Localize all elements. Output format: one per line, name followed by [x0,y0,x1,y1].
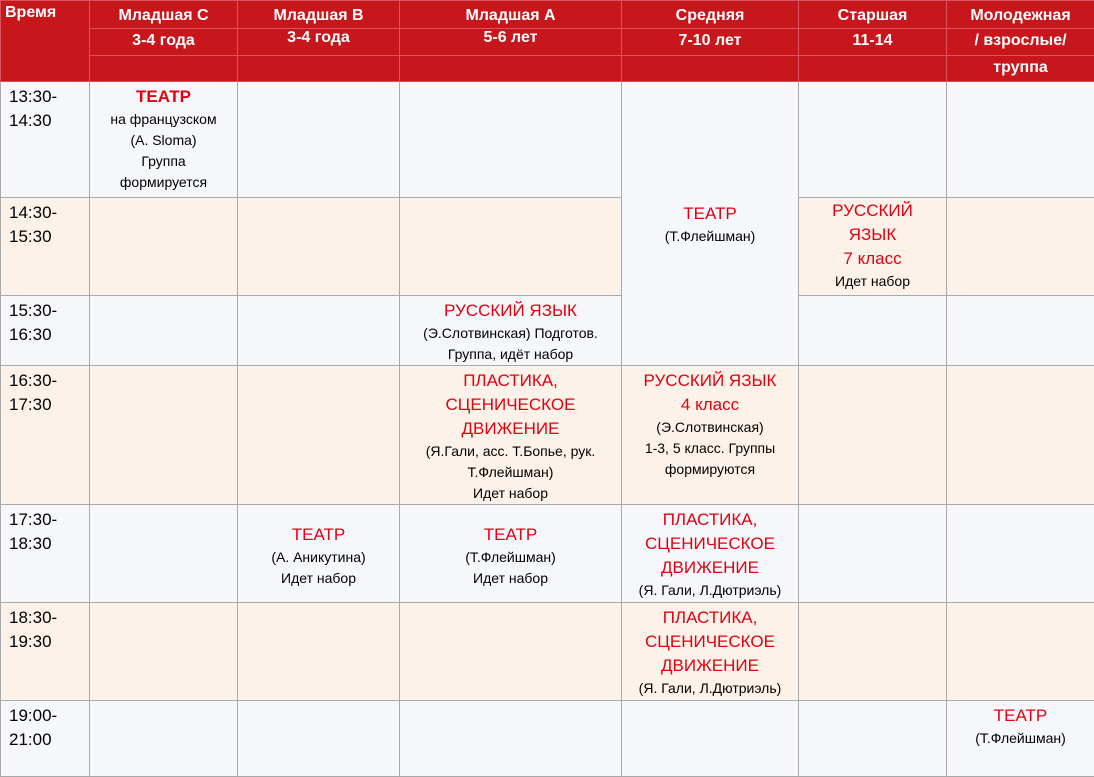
row-1430 [1,198,1094,296]
header-time: Время [1,1,90,82]
empty-cell [238,198,400,296]
time-cell: 13:30- 14:30 [1,82,90,198]
empty-cell [90,603,238,701]
class-plastic-middle-2: ПЛАСТИКА, СЦЕНИЧЕСКОЕ ДВИЖЕНИЕ (Я. Гали, Л.Дютриэль) [622,603,799,701]
time-cell: 16:30- 17:30 [1,366,90,505]
empty-cell [90,505,238,603]
empty-cell [90,296,238,366]
class-theatre-french: ТЕАТР на французском (A. Sloma) Группа формируется [90,82,238,198]
activity-title: ПЛАСТИКА, [400,369,621,393]
empty-cell [799,505,947,603]
empty-cell [799,701,947,777]
class-russian-4: РУССКИЙ ЯЗЫК 4 класс (Э.Слотвинская) 1-3, 5 класс. Группы формируются [622,366,799,505]
class-theatre-junior-b: ТЕАТР (А. Аникутина) Идет набор [238,505,400,603]
row-1630 [1,366,1094,505]
header-middle: Средняя 7-10 лет [622,1,799,82]
empty-cell [799,603,947,701]
empty-cell [238,603,400,701]
time-cell: 17:30- 18:30 [1,505,90,603]
class-plastic-middle-1: ПЛАСТИКА, СЦЕНИЧЕСКОЕ ДВИЖЕНИЕ (Я. Гали, Л.Дютриэль) [622,505,799,603]
activity-title: ТЕАТР [238,523,399,547]
activity-title: ТЕАТР [622,202,798,226]
activity-title: ТЕАТР [400,523,621,547]
empty-cell [400,82,622,198]
class-russian-7: РУССКИЙ ЯЗЫК 7 класс Идет набор [799,198,947,296]
time-cell: 19:00- 21:00 [1,701,90,777]
class-theatre-middle: ТЕАТР (Т.Флейшман) [622,82,799,366]
time-cell: 18:30- 19:30 [1,603,90,701]
empty-cell [799,296,947,366]
activity-title: ПЛАСТИКА, [622,606,798,630]
empty-cell [238,82,400,198]
row-1830 [1,603,1094,701]
header-junior-a: Младшая А 5-6 лет [400,1,622,82]
activity-title: РУССКИЙ ЯЗЫК [400,299,621,323]
empty-cell [947,505,1094,603]
header-senior: Старшая 11-14 [799,1,947,82]
activity-title: РУССКИЙ [799,199,946,223]
activity-title: ТЕАТР [947,704,1094,728]
empty-cell [238,366,400,505]
empty-cell [400,603,622,701]
empty-cell [947,296,1094,366]
time-cell: 14:30- 15:30 [1,198,90,296]
empty-cell [90,198,238,296]
row-1330 [1,82,1094,198]
class-theatre-junior-a: ТЕАТР (Т.Флейшман) Идет набор [400,505,622,603]
row-1530 [1,296,1094,366]
empty-cell [947,366,1094,505]
empty-cell [622,701,799,777]
header-junior-c: Младшая С 3-4 года [90,1,238,82]
activity-title: ПЛАСТИКА, [622,508,798,532]
activity-title: РУССКИЙ ЯЗЫК [622,369,798,393]
header-junior-b: Младшая В 3-4 года [238,1,400,82]
empty-cell [90,366,238,505]
empty-cell [90,701,238,777]
empty-cell [238,701,400,777]
empty-cell [400,198,622,296]
empty-cell [947,603,1094,701]
class-theatre-adult: ТЕАТР (Т.Флейшман) [947,701,1094,777]
empty-cell [799,82,947,198]
header-row [1,1,1094,82]
empty-cell [400,701,622,777]
header-youth-adult: Молодежная / взрослые/ труппа [947,1,1094,82]
time-cell: 15:30- 16:30 [1,296,90,366]
empty-cell [947,198,1094,296]
row-1730 [1,505,1094,603]
row-1900 [1,701,1094,777]
class-plastic-junior-a: ПЛАСТИКА, СЦЕНИЧЕСКОЕ ДВИЖЕНИЕ (Я.Гали, асс. Т.Бопье, рук. Т.Флейшман) Идет набор [400,366,622,505]
empty-cell [238,296,400,366]
activity-title: ТЕАТР [90,85,237,109]
empty-cell [947,82,1094,198]
class-russian-prep: РУССКИЙ ЯЗЫК (Э.Слотвинская) Подготов. Группа, идёт набор [400,296,622,366]
empty-cell [799,366,947,505]
